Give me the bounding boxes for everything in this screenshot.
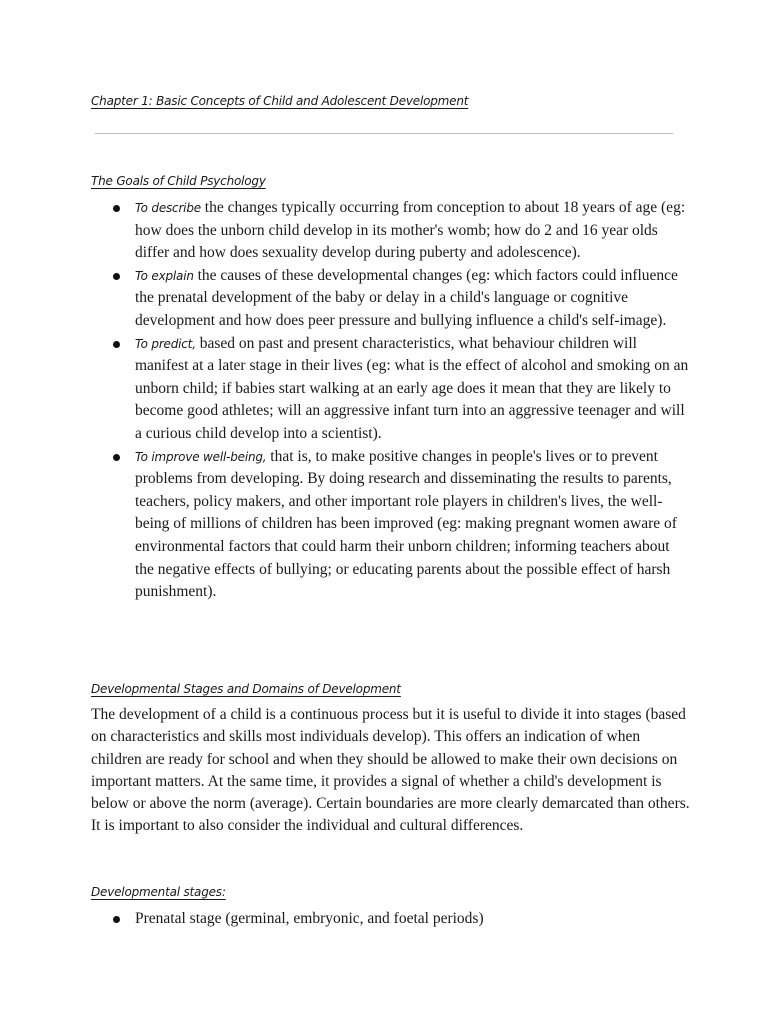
- bullet-icon: [113, 205, 120, 212]
- goal-lead: To describe: [135, 201, 201, 215]
- list-item: [91, 333, 691, 446]
- goal-text: the changes typically occurring from conception to about 18 years of age (eg: how does the unborn child develop in its mother's womb; how do 2 and 16 year olds differ and how does sexuality develop during puberty and adolescence).: [135, 199, 686, 262]
- stages-list: [91, 908, 691, 931]
- bullet-icon: [113, 454, 120, 461]
- list-item: [91, 197, 691, 265]
- goals-list: [91, 197, 691, 604]
- goal-text: that is, to make positive changes in people's lives or to prevent problems from developing. By doing research and disseminating the results to parents, teachers, policy makers, and other important role players in children's lives, the well-being of millions of children has been improved (eg: making pregnant women aware of environmental factors that could harm their unborn children; informing teachers about the negative effects of bullying; or educating parents about the possible effect of harsh punishment).: [135, 447, 677, 601]
- list-item: [91, 446, 691, 604]
- section-heading-goals: The Goals of Child Psychology: [91, 174, 266, 188]
- goal-lead: To explain: [135, 268, 194, 283]
- goal-lead: To improve well-being,: [135, 449, 267, 464]
- stage-text: Prenatal stage (germinal, embryonic, and foetal periods): [135, 910, 484, 927]
- bullet-icon: [113, 341, 120, 348]
- title-divider: [95, 133, 673, 134]
- list-item: [91, 265, 691, 333]
- list-item: [91, 908, 691, 931]
- section-heading-stages-domains: Developmental Stages and Domains of Development: [91, 682, 401, 696]
- bullet-icon: [113, 916, 120, 923]
- goal-text: the causes of these developmental changes (eg: which factors could influence the prenatal development of the baby or delay in a child's language or cognitive development and how does peer pressure and bullying influence a child's self-image).: [135, 266, 678, 329]
- stages-domains-paragraph: The development of a child is a continuous process but it is useful to divide it into stages (based on characteristics and skills most individuals develop). This offers an indication of when children are ready for school and when they should be allowed to make their own decisions on important matters. At the same time, it provides a signal of whether a child's development is below or above the norm (average). Certain boundaries are more clearly demarcated than others. It is important to also consider the individual and cultural differences.: [91, 706, 690, 835]
- bullet-icon: [113, 273, 120, 280]
- goal-text: based on past and present characteristics, what behaviour children will manifest at a later stage in their lives (eg: what is the effect of alcohol and smoking on an unborn child; if babies start walking at an early age does it mean that they are likely to become good athletes; will an aggressive infant turn into an aggressive teenager and will a curious child develop into a scientist).: [135, 334, 689, 442]
- goal-lead: To predict,: [135, 336, 196, 351]
- chapter-title: Chapter 1: Basic Concepts of Child and Adolescent Development: [91, 94, 469, 108]
- section-heading-stages: Developmental stages:: [91, 885, 226, 899]
